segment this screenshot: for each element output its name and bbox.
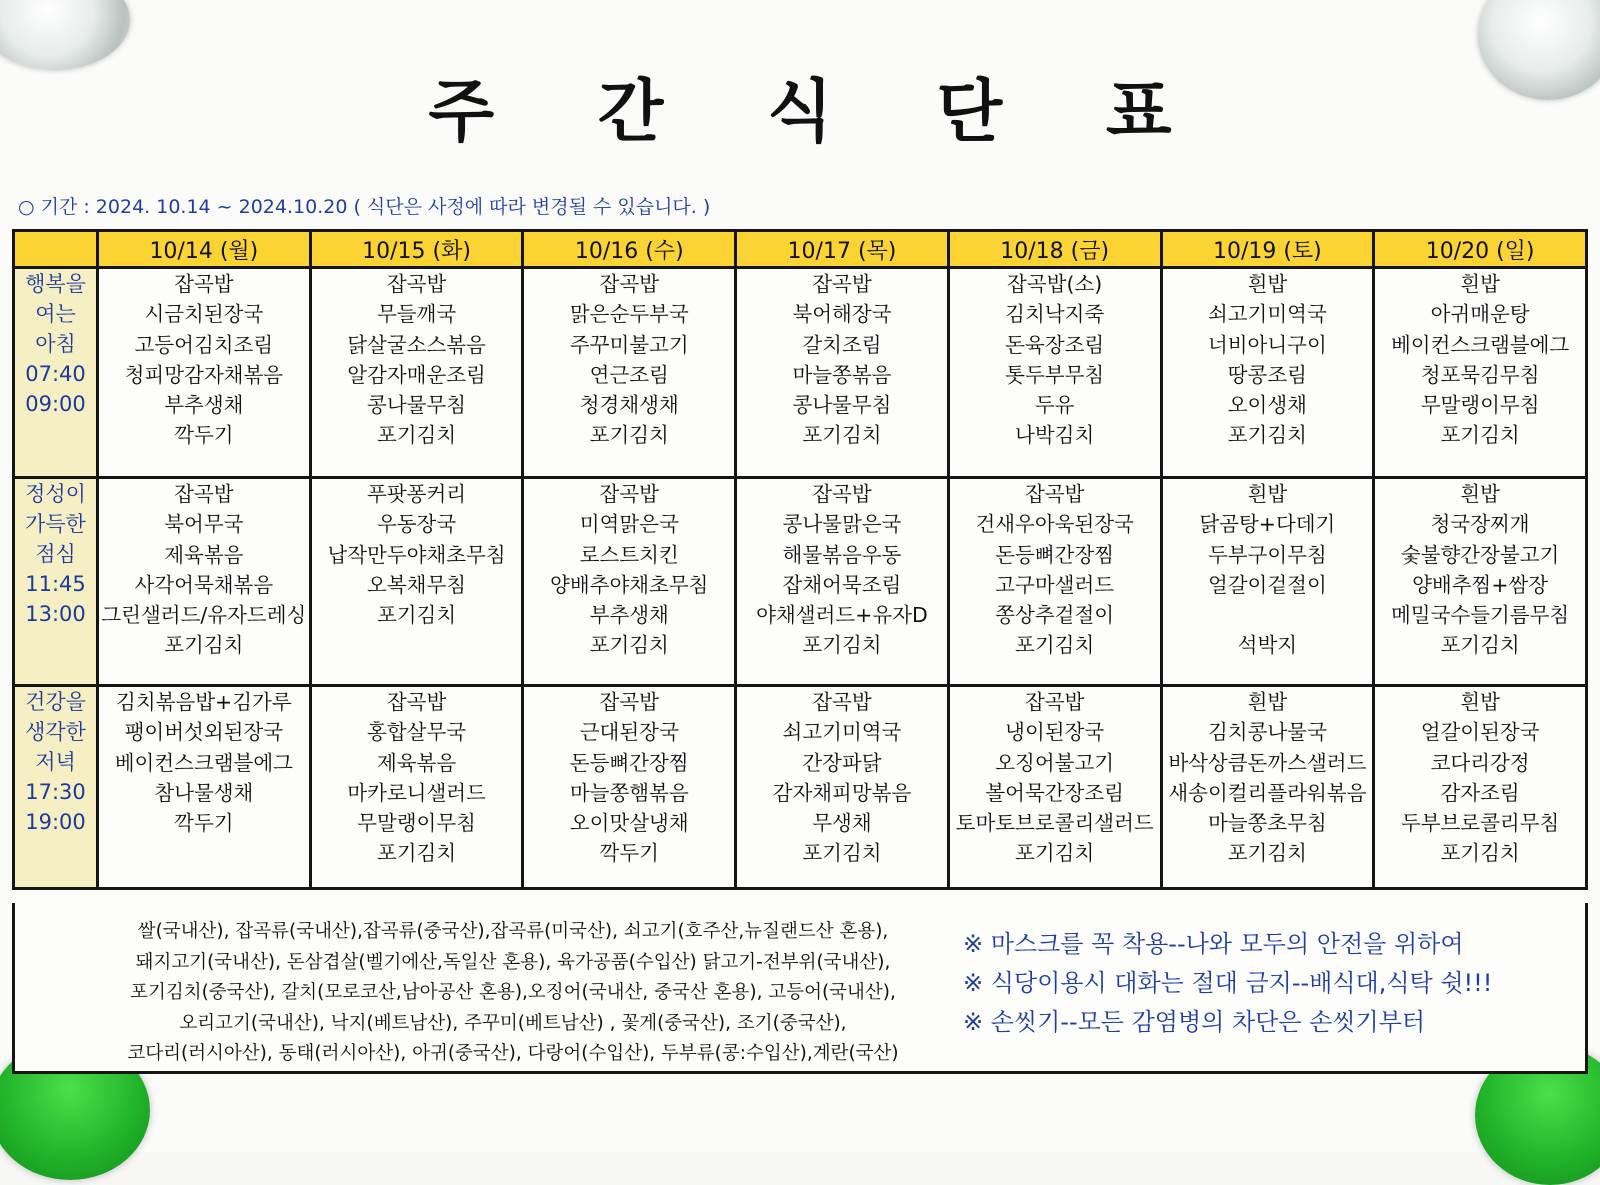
meal-label-line: 가득한 bbox=[25, 512, 86, 536]
dish-item: 포기김치 bbox=[1440, 423, 1520, 448]
dish-item: 포기김치 bbox=[802, 633, 882, 658]
dish-item: 닭살굴소스볶음 bbox=[347, 332, 486, 357]
dish-item: 홍합살무국 bbox=[367, 720, 467, 745]
origin-line: 코다리(러시아산), 동태(러시아산), 아귀(중국산), 다랑어(수입산), 두부류(콩:수입산),계란(국산) bbox=[127, 1043, 899, 1064]
dish-item: 잡곡밥 bbox=[1024, 690, 1085, 714]
dish-item: 미역맑은국 bbox=[579, 512, 679, 537]
dish-item: 돈육장조림 bbox=[1005, 332, 1105, 357]
dish-item: 포기김치 bbox=[589, 633, 669, 658]
meal-label bbox=[14, 268, 98, 478]
dish-item: 로스트치킨 bbox=[579, 542, 679, 567]
meal-label-line: 여는 bbox=[35, 302, 76, 326]
notice-line: ※ 손씻기--모든 감염병의 차단은 손씻기부터 bbox=[963, 1008, 1426, 1036]
dish-item: 포기김치 bbox=[376, 841, 457, 866]
dish-item: 흰밥 bbox=[1460, 690, 1500, 714]
dish-item: 포기김치 bbox=[1227, 841, 1307, 866]
meal-label-line: 아침 bbox=[35, 332, 76, 356]
dish-item: 베이컨스크램블에그 bbox=[1390, 332, 1570, 357]
menu-cell bbox=[1374, 686, 1587, 889]
footer-box bbox=[12, 903, 1588, 1074]
dish-item: 흰밥 bbox=[1247, 272, 1288, 296]
dish-item: 푸팟퐁커리 bbox=[367, 482, 467, 506]
meal-label-line: 정성이 bbox=[25, 482, 86, 506]
meal-label-line: 11:45 bbox=[25, 572, 86, 596]
dish-item: 잡곡밥 bbox=[599, 272, 659, 296]
dish-item: 두유 bbox=[1034, 393, 1075, 418]
notice-line: ※ 마스크를 꼭 착용--나와 모두의 안전을 위하여 bbox=[963, 930, 1464, 958]
menu-cell bbox=[1161, 268, 1374, 478]
menu-cell bbox=[98, 686, 311, 889]
dish-item: 잡곡밥 bbox=[812, 272, 872, 296]
notice-line: ※ 식당이용시 대화는 절대 금지--배식대,식탁 쉿!!! bbox=[963, 969, 1493, 997]
dish-item: 야채샐러드+유자D bbox=[756, 603, 928, 628]
dish-item: 건새우아욱된장국 bbox=[975, 512, 1134, 537]
dish-item: 잡곡밥 bbox=[386, 272, 447, 296]
dish-item: 감자조림 bbox=[1440, 780, 1520, 805]
meal-label-line: 행복을 bbox=[25, 272, 86, 296]
menu-cell bbox=[948, 686, 1161, 889]
dish-item: 김치콩나물국 bbox=[1207, 720, 1327, 745]
menu-cell bbox=[310, 478, 523, 686]
dish-item: 제육볶음 bbox=[376, 750, 457, 775]
dish-item: 새송이컬리플라워볶음 bbox=[1168, 780, 1367, 805]
dish-item: 근대된장국 bbox=[579, 720, 679, 745]
dish-item: 마카로니샐러드 bbox=[347, 780, 486, 805]
dish-item: 포기김치 bbox=[376, 423, 457, 448]
dish-item: 무생채 bbox=[812, 811, 872, 836]
meal-label-line: 19:00 bbox=[25, 810, 86, 834]
dish-item: 무말랭이무침 bbox=[357, 811, 476, 836]
dish-item: 닭곰탕+다데기 bbox=[1199, 512, 1336, 537]
dish-item: 흰밥 bbox=[1247, 482, 1288, 506]
dish-item: 부추생채 bbox=[164, 393, 244, 418]
meal-label-line: 생각한 bbox=[25, 720, 86, 744]
dish-item: 납작만두야채초무침 bbox=[327, 542, 506, 567]
meal-label-line: 건강을 bbox=[25, 690, 86, 714]
dish-item: 숯불향간장불고기 bbox=[1400, 542, 1560, 567]
dish-item: 고등어김치조림 bbox=[134, 332, 274, 357]
dish-item: 얼갈이된장국 bbox=[1420, 720, 1540, 745]
dish-item: 쇠고기미역국 bbox=[1207, 302, 1327, 327]
dish-item: 토마토브로콜리샐러드 bbox=[955, 811, 1154, 836]
dish-item: 포기김치 bbox=[1440, 841, 1520, 866]
menu-cell bbox=[736, 268, 949, 478]
dish-item: 얼갈이겉절이 bbox=[1207, 572, 1327, 597]
dish-item: 사각어묵채볶음 bbox=[134, 572, 274, 597]
dish-item: 맑은순두부국 bbox=[569, 302, 689, 327]
dish-item: 김치볶음밥+김가루 bbox=[116, 690, 292, 714]
dish-item: 쫑상추겉절이 bbox=[995, 603, 1115, 628]
dish-item: 깍두기 bbox=[174, 423, 234, 448]
meal-label-line: 13:00 bbox=[25, 602, 86, 626]
meal-label-line: 점심 bbox=[35, 542, 76, 566]
dish-item: 나박김치 bbox=[1015, 423, 1095, 448]
dish-item: 고구마샐러드 bbox=[995, 572, 1115, 597]
dish-item: 우동장국 bbox=[376, 512, 457, 537]
period-note: ○ 기간 : 2024. 10.14 ~ 2024.10.20 ( 식단은 사정에 따라 변경될 수 있습니다. ) bbox=[18, 196, 711, 218]
weekly-menu-table bbox=[12, 229, 1588, 890]
meal-label-line: 07:40 bbox=[25, 362, 86, 386]
dish-item: 흰밥 bbox=[1460, 272, 1500, 296]
dish-item: 포기김치 bbox=[802, 423, 882, 448]
origin-line: 쌀(국내산), 잡곡류(국내산),잡곡류(중국산),잡곡류(미국산), 쇠고기(호주산,뉴질랜드산 혼용), bbox=[137, 921, 889, 942]
meal-label-line: 09:00 bbox=[25, 392, 86, 416]
dish-item: 잡곡밥 bbox=[812, 690, 872, 714]
menu-cell bbox=[523, 478, 736, 686]
menu-cell bbox=[1161, 478, 1374, 686]
page-title: 주 간 식 단 표 bbox=[428, 73, 1212, 152]
dish-item: 감자채피망볶음 bbox=[772, 780, 912, 805]
notice-list bbox=[963, 925, 1583, 1042]
dish-item: 김치낙지죽 bbox=[1005, 302, 1105, 327]
dish-item: 아귀매운탕 bbox=[1430, 302, 1530, 327]
dish-item: 볼어묵간장조림 bbox=[985, 780, 1124, 805]
dish-item: 그린샐러드/유자드레싱 bbox=[101, 603, 307, 628]
dish-item: 흰밥 bbox=[1247, 690, 1288, 714]
dish-item: 돈등뼈간장찜 bbox=[569, 750, 689, 775]
dish-item: 콩나물무침 bbox=[792, 393, 892, 418]
meal-label bbox=[14, 686, 98, 889]
dish-item: 흰밥 bbox=[1460, 482, 1500, 506]
dish-item: 청피망감자채볶음 bbox=[124, 362, 284, 387]
dish-item: 바삭상큼돈까스샐러드 bbox=[1168, 750, 1367, 775]
dish-item bbox=[1163, 600, 1373, 630]
dish-item: 포기김치 bbox=[1015, 841, 1095, 866]
meal-label-line: 17:30 bbox=[25, 780, 86, 804]
dish-item: 땅콩조림 bbox=[1227, 362, 1307, 387]
origin-line: 돼지고기(국내산), 돈삼겹살(벨기에산,독일산 혼용), 육가공품(수입산) 닭고기-전부위(국내산), bbox=[135, 951, 891, 973]
day-header: 10/15 (화) bbox=[310, 231, 523, 268]
dish-item: 톳두부무침 bbox=[1005, 362, 1105, 387]
dish-item: 알감자매운조림 bbox=[347, 362, 486, 387]
dish-item: 포기김치 bbox=[376, 603, 457, 628]
meal-label bbox=[14, 478, 98, 686]
dish-item: 베이컨스크램블에그 bbox=[114, 750, 293, 775]
origin-line: 포기김치(중국산), 갈치(모로코산,남아공산 혼용),오징어(국내산, 중국산 혼용), 고등어(국내산), bbox=[130, 982, 896, 1003]
dish-item: 북어무국 bbox=[164, 512, 244, 537]
menu-cell bbox=[310, 686, 523, 889]
dish-item: 양배추야채초무침 bbox=[550, 572, 709, 597]
dish-item: 두부구이무침 bbox=[1207, 542, 1327, 567]
menu-cell bbox=[736, 686, 949, 889]
dish-item: 마늘쫑햄볶음 bbox=[569, 780, 689, 805]
menu-cell bbox=[523, 686, 736, 889]
dish-item: 포기김치 bbox=[1440, 633, 1520, 658]
dish-item: 시금치된장국 bbox=[144, 302, 264, 327]
dish-item: 메밀국수들기름무침 bbox=[1390, 603, 1570, 628]
breakfast-row bbox=[14, 268, 1587, 478]
menu-cell bbox=[948, 268, 1161, 478]
menu-cell bbox=[523, 268, 736, 478]
dish-item: 냉이된장국 bbox=[1005, 720, 1105, 745]
menu-cell bbox=[1161, 686, 1374, 889]
dish-item: 청국장찌개 bbox=[1430, 512, 1530, 537]
day-header: 10/18 (금) bbox=[948, 231, 1161, 268]
dish-item: 오이생채 bbox=[1227, 393, 1307, 418]
dish-item: 무들깨국 bbox=[376, 302, 457, 327]
day-header-row bbox=[14, 231, 1587, 268]
dish-item: 잡곡밥 bbox=[174, 272, 234, 296]
dish-item: 포기김치 bbox=[1015, 633, 1095, 658]
dish-item: 돈등뼈간장찜 bbox=[995, 542, 1115, 567]
origin-list bbox=[73, 917, 953, 1070]
dinner-row bbox=[14, 686, 1587, 889]
dish-item: 잡곡밥 bbox=[599, 482, 659, 506]
menu-cell bbox=[98, 478, 311, 686]
dish-item: 오이맛살냉채 bbox=[569, 811, 689, 836]
dish-item: 잡곡밥(소) bbox=[1007, 272, 1103, 296]
day-header: 10/20 (일) bbox=[1374, 231, 1587, 268]
dish-item: 잡곡밥 bbox=[174, 482, 234, 506]
dish-item: 북어해장국 bbox=[792, 302, 892, 327]
menu-cell bbox=[310, 268, 523, 478]
dish-item: 양배추찜+쌈장 bbox=[1412, 572, 1549, 597]
dish-item: 포기김치 bbox=[589, 423, 669, 448]
dish-item: 해물볶음우동 bbox=[782, 542, 902, 567]
lunch-row bbox=[14, 478, 1587, 686]
dish-item: 콩나물무침 bbox=[367, 393, 467, 418]
dish-item: 제육볶음 bbox=[164, 542, 244, 567]
dish-item: 참나물생채 bbox=[154, 780, 254, 805]
dish-item: 무말랭이무침 bbox=[1420, 393, 1540, 418]
dish-item: 잡곡밥 bbox=[812, 482, 872, 506]
dish-item: 오복채무침 bbox=[367, 572, 467, 597]
dish-item: 쇠고기미역국 bbox=[782, 720, 902, 745]
menu-cell bbox=[98, 268, 311, 478]
dish-item: 간장파닭 bbox=[802, 750, 882, 775]
dish-item: 콩나물맑은국 bbox=[782, 512, 902, 537]
day-header: 10/19 (토) bbox=[1161, 231, 1374, 268]
dish-item: 청포묵김무침 bbox=[1420, 362, 1540, 387]
corner-cell bbox=[14, 231, 98, 268]
dish-item: 포기김치 bbox=[1227, 423, 1307, 448]
dish-item: 청경채생채 bbox=[579, 393, 679, 418]
dish-item: 연근조림 bbox=[589, 362, 669, 387]
dish-item: 잡곡밥 bbox=[599, 690, 659, 714]
dish-item: 팽이버섯외된장국 bbox=[124, 720, 284, 745]
dish-item: 깍두기 bbox=[174, 811, 234, 836]
dish-item: 마늘쫑볶음 bbox=[792, 362, 892, 387]
dish-item: 코다리강정 bbox=[1430, 750, 1530, 775]
menu-cell bbox=[948, 478, 1161, 686]
dish-item: 부추생채 bbox=[589, 603, 669, 628]
dish-item: 두부브로콜리무침 bbox=[1400, 811, 1560, 836]
dish-item: 포기김치 bbox=[802, 841, 882, 866]
day-header: 10/16 (수) bbox=[523, 231, 736, 268]
dish-item: 석박지 bbox=[1237, 633, 1298, 658]
menu-cell bbox=[1374, 268, 1587, 478]
dish-item: 깍두기 bbox=[599, 841, 659, 866]
menu-cell bbox=[736, 478, 949, 686]
dish-item: 너비아니구이 bbox=[1207, 332, 1327, 357]
meal-label-line: 저녁 bbox=[35, 750, 76, 774]
dish-item: 잡곡밥 bbox=[386, 690, 447, 714]
menu-cell bbox=[1374, 478, 1587, 686]
dish-item: 포기김치 bbox=[164, 633, 244, 658]
dish-item: 오징어불고기 bbox=[995, 750, 1115, 775]
dish-item: 잡곡밥 bbox=[1024, 482, 1085, 506]
origin-line: 오리고기(국내산), 낙지(베트남산), 주꾸미(베트남산) , 꽃게(중국산), 조기(중국산), bbox=[179, 1012, 847, 1034]
dish-item: 잡채어묵조림 bbox=[782, 572, 902, 597]
day-header: 10/14 (월) bbox=[98, 231, 311, 268]
dish-item: 갈치조림 bbox=[802, 332, 882, 357]
dish-item: 주꾸미불고기 bbox=[569, 332, 689, 357]
day-header: 10/17 (목) bbox=[736, 231, 949, 268]
dish-item: 마늘쫑초무침 bbox=[1207, 811, 1327, 836]
